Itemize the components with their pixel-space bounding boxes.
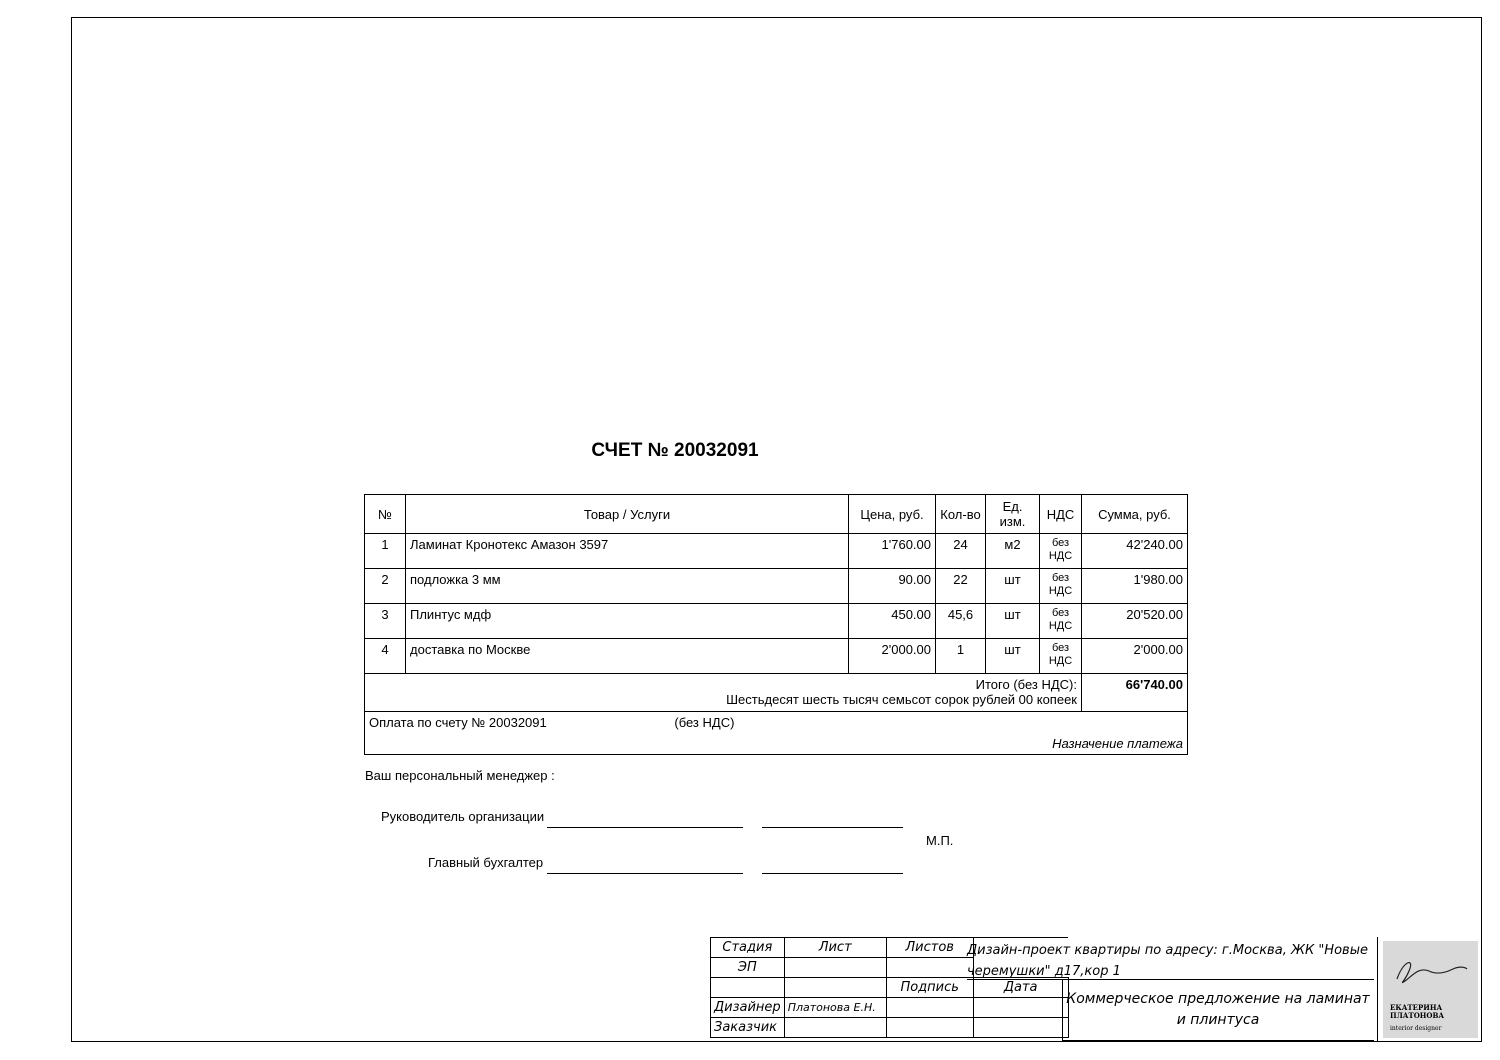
row-price: 1'760.00: [849, 534, 936, 569]
project-title: Дизайн-проект квартиры по адресу: г.Москва, ЖК "Новые черемушки" д17,кор 1: [967, 943, 1368, 979]
row-sum: 1'980.00: [1082, 569, 1188, 604]
row-price: 2'000.00: [849, 639, 936, 674]
row-unit: шт: [986, 639, 1040, 674]
row-num: 1: [365, 534, 406, 569]
payment-text: Оплата по счету № 20032091: [369, 715, 551, 730]
col-vat-header: НДС: [1040, 495, 1082, 534]
designer-date: [973, 998, 1068, 1018]
signature-icon: [1389, 951, 1471, 991]
designer-name: Платонова Е.Н.: [784, 998, 886, 1018]
signature-label: Подпись: [886, 978, 973, 998]
manager-label: Ваш персональный менеджер :: [365, 768, 555, 783]
empty-cell: [784, 978, 886, 998]
logo-name: [1390, 1004, 1444, 1020]
sheets-value: [886, 958, 973, 978]
row-sum: 42'240.00: [1082, 534, 1188, 569]
logo-name-line2: ПЛАТОНОВА: [1390, 1011, 1445, 1020]
row-qty: 1: [936, 639, 986, 674]
director-label: Руководитель организации: [381, 809, 545, 824]
row-price: 90.00: [849, 569, 936, 604]
row-unit: м2: [986, 534, 1040, 569]
sheet-value: [784, 958, 886, 978]
invoice-title: СЧЕТ № 20032091: [591, 440, 759, 461]
customer-label: Заказчик: [711, 1018, 785, 1038]
invoice-table: [364, 494, 1188, 755]
col-unit-header: Ед. изм.: [986, 495, 1040, 534]
payment-row: [365, 712, 1188, 755]
designer-logo: [1383, 941, 1478, 1038]
total-value: 66'740.00: [1082, 674, 1188, 712]
payment-vat: (без НДС): [674, 715, 735, 730]
row-vat: без НДС: [1040, 569, 1082, 604]
row-item: подложка 3 мм: [406, 569, 849, 604]
col-item-header: Товар / Услуги: [406, 495, 849, 534]
row-unit: шт: [986, 604, 1040, 639]
stage-value: ЭП: [711, 958, 785, 978]
table-row: [365, 534, 1188, 569]
row-item: Ламинат Кронотекс Амазон 3597: [406, 534, 849, 569]
total-row: [365, 674, 1188, 712]
row-vat: без НДС: [1040, 534, 1082, 569]
row-price: 450.00: [849, 604, 936, 639]
logo-name-line1: ЕКАТЕРИНА: [1390, 1003, 1443, 1012]
row-qty: 45,6: [936, 604, 986, 639]
row-vat: без НДС: [1040, 639, 1082, 674]
row-qty: 22: [936, 569, 986, 604]
customer-signature: [886, 1018, 973, 1038]
col-price-header: Цена, руб.: [849, 495, 936, 534]
table-row: [365, 604, 1188, 639]
row-item: Плинтус мдф: [406, 604, 849, 639]
payment-purpose: Назначение платежа: [1052, 736, 1183, 751]
col-qty-header: Кол-во: [936, 495, 986, 534]
row-sum: 2'000.00: [1082, 639, 1188, 674]
accountant-signature-line: [547, 873, 743, 874]
row-unit: шт: [986, 569, 1040, 604]
row-num: 3: [365, 604, 406, 639]
row-vat: без НДС: [1040, 604, 1082, 639]
document-name: Коммерческое предложение на ламинат и плинтуса: [1066, 991, 1370, 1028]
customer-date: [973, 1018, 1068, 1038]
sheets-label: Листов: [886, 938, 973, 958]
total-label: Итого (без НДС):: [975, 677, 1077, 692]
stage-label: Стадия: [711, 938, 785, 958]
empty-cell: [711, 978, 785, 998]
director-signature-line: [547, 827, 743, 828]
accountant-name-line: [762, 873, 903, 874]
row-num: 4: [365, 639, 406, 674]
director-name-line: [762, 827, 903, 828]
date-label: Дата: [973, 978, 1068, 998]
designer-label: Дизайнер: [711, 998, 785, 1018]
customer-name: [784, 1018, 886, 1038]
logo-subtitle: interior designer: [1390, 1025, 1442, 1032]
col-num-header: №: [365, 495, 406, 534]
row-num: 2: [365, 569, 406, 604]
stamp-place-label: М.П.: [926, 833, 954, 848]
table-header-row: [365, 495, 1188, 534]
row-qty: 24: [936, 534, 986, 569]
row-sum: 20'520.00: [1082, 604, 1188, 639]
total-in-words: Шестьдесят шесть тысяч семьсот сорок рублей 00 копеек: [726, 692, 1077, 707]
accountant-label: Главный бухгалтер: [428, 855, 544, 870]
row-item: доставка по Москве: [406, 639, 849, 674]
sheet-label: Лист: [784, 938, 886, 958]
table-row: [365, 569, 1188, 604]
table-row: [365, 639, 1188, 674]
col-sum-header: Сумма, руб.: [1082, 495, 1188, 534]
designer-signature: [886, 998, 973, 1018]
